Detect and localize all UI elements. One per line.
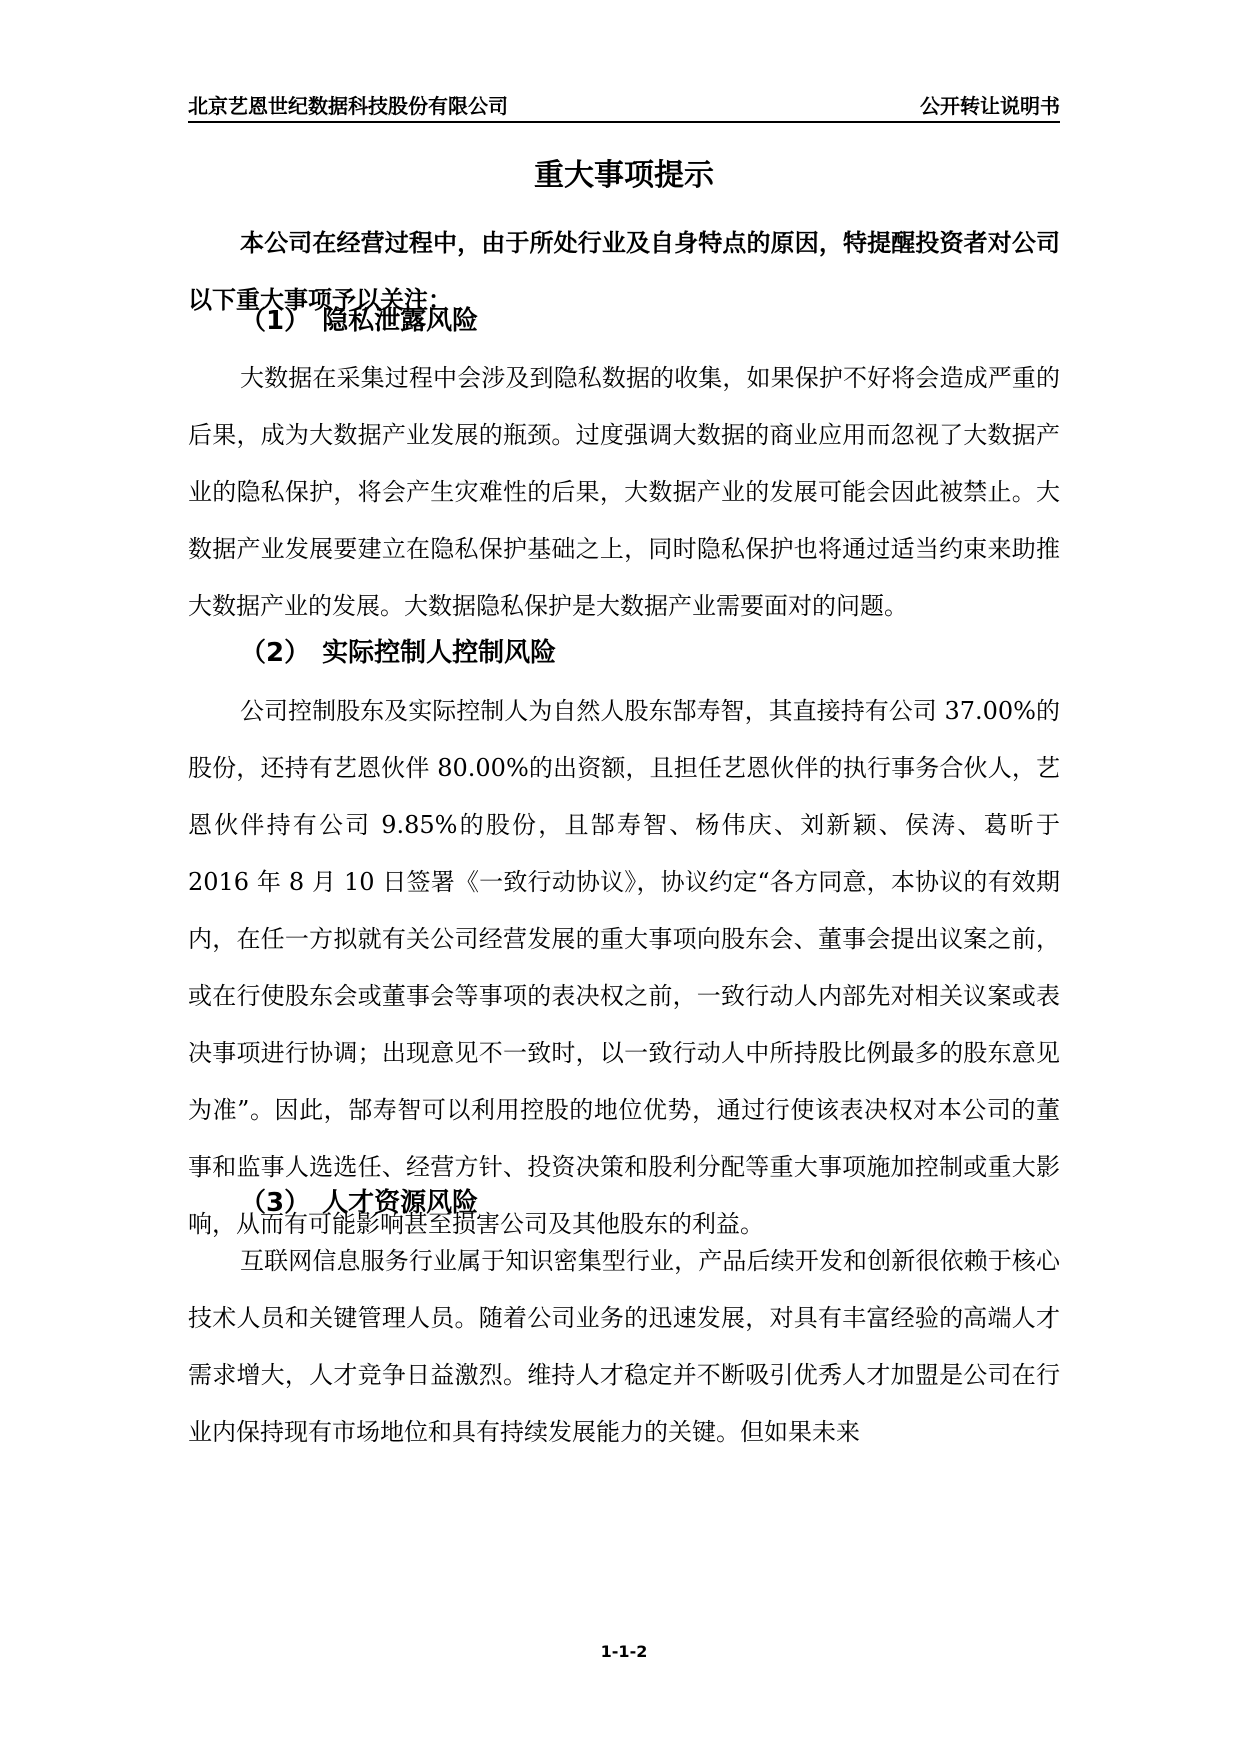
header-divider xyxy=(188,121,1060,123)
section-2-body: 公司控制股东及实际控制人为自然人股东郜寿智，其直接持有公司 37.00%的股份，还持有艺恩伙伴 80.00%的出资额，且担任艺恩伙伴的执行事务合伙人，艺恩伙伴持有公司 9.85%的股份，且郜寿智、杨伟庆、刘新颖、侯涛、葛昕于 2016 年 8 月 10 日签署《一致行动协议》，协议约定“各方同意，本协议的有效期内，在任一方拟就有关公司经营发展的重大事项向股东会、董事会提出议案之前，或在行使股东会或董事会等事项的表决权之前，一致行动人内部先对相关议案或表决事项进行协调；出现意见不一致时，以一致行动人中所持股比例最多的股东意见为准”。因此，郜寿智可以利用控股的地位优势，通过行使该表决权对本公司的董事和监事人选选任、经营方针、投资决策和股利分配等重大事项施加控制或重大影响，从而有可能影响甚至损害公司及其他股东的利益。 xyxy=(188,697,1060,1238)
header-document-type: 公开转让说明书 xyxy=(920,94,1060,118)
section-3-body: 互联网信息服务行业属于知识密集型行业，产品后续开发和创新很依赖于核心技术人员和关键管理人员。随着公司业务的迅速发展，对具有丰富经验的高端人才需求增大，人才竞争日益激烈。维持人才稳定并不断吸引优秀人才加盟是公司在行业内保持现有市场地位和具有持续发展能力的关键。但如果未来 xyxy=(188,1247,1060,1446)
page-title: 重大事项提示 xyxy=(534,158,714,193)
section-3-heading xyxy=(240,1182,1060,1219)
section-1-heading xyxy=(240,300,1060,337)
section-3-title: 人才资源风险 xyxy=(322,1188,479,1218)
page-number: 1-1-2 xyxy=(600,1642,648,1661)
section-3-number: （3） xyxy=(240,1188,311,1218)
page-header xyxy=(188,88,1060,120)
section-1-body: 大数据在采集过程中会涉及到隐私数据的收集，如果保护不好将会造成严重的后果，成为大数据产业发展的瓶颈。过度强调大数据的商业应用而忽视了大数据产业的隐私保护，将会产生灾难性的后果，大数据产业的发展可能会因此被禁止。大数据产业发展要建立在隐私保护基础之上，同时隐私保护也将通过适当约束来助推大数据产业的发展。大数据隐私保护是大数据产业需要面对的问题。 xyxy=(188,364,1060,620)
section-2-number: （2） xyxy=(240,638,311,668)
intro-paragraph: 本公司在经营过程中，由于所处行业及自身特点的原因，特提醒投资者对公司以下重大事项予以关注： xyxy=(188,229,1060,314)
section-1-title: 隐私泄露风险 xyxy=(322,306,479,336)
section-2-title: 实际控制人控制风险 xyxy=(322,638,557,668)
header-company-name: 北京艺恩世纪数据科技股份有限公司 xyxy=(188,94,508,118)
section-2-heading xyxy=(240,632,1060,669)
section-1-number: （1） xyxy=(240,306,311,336)
